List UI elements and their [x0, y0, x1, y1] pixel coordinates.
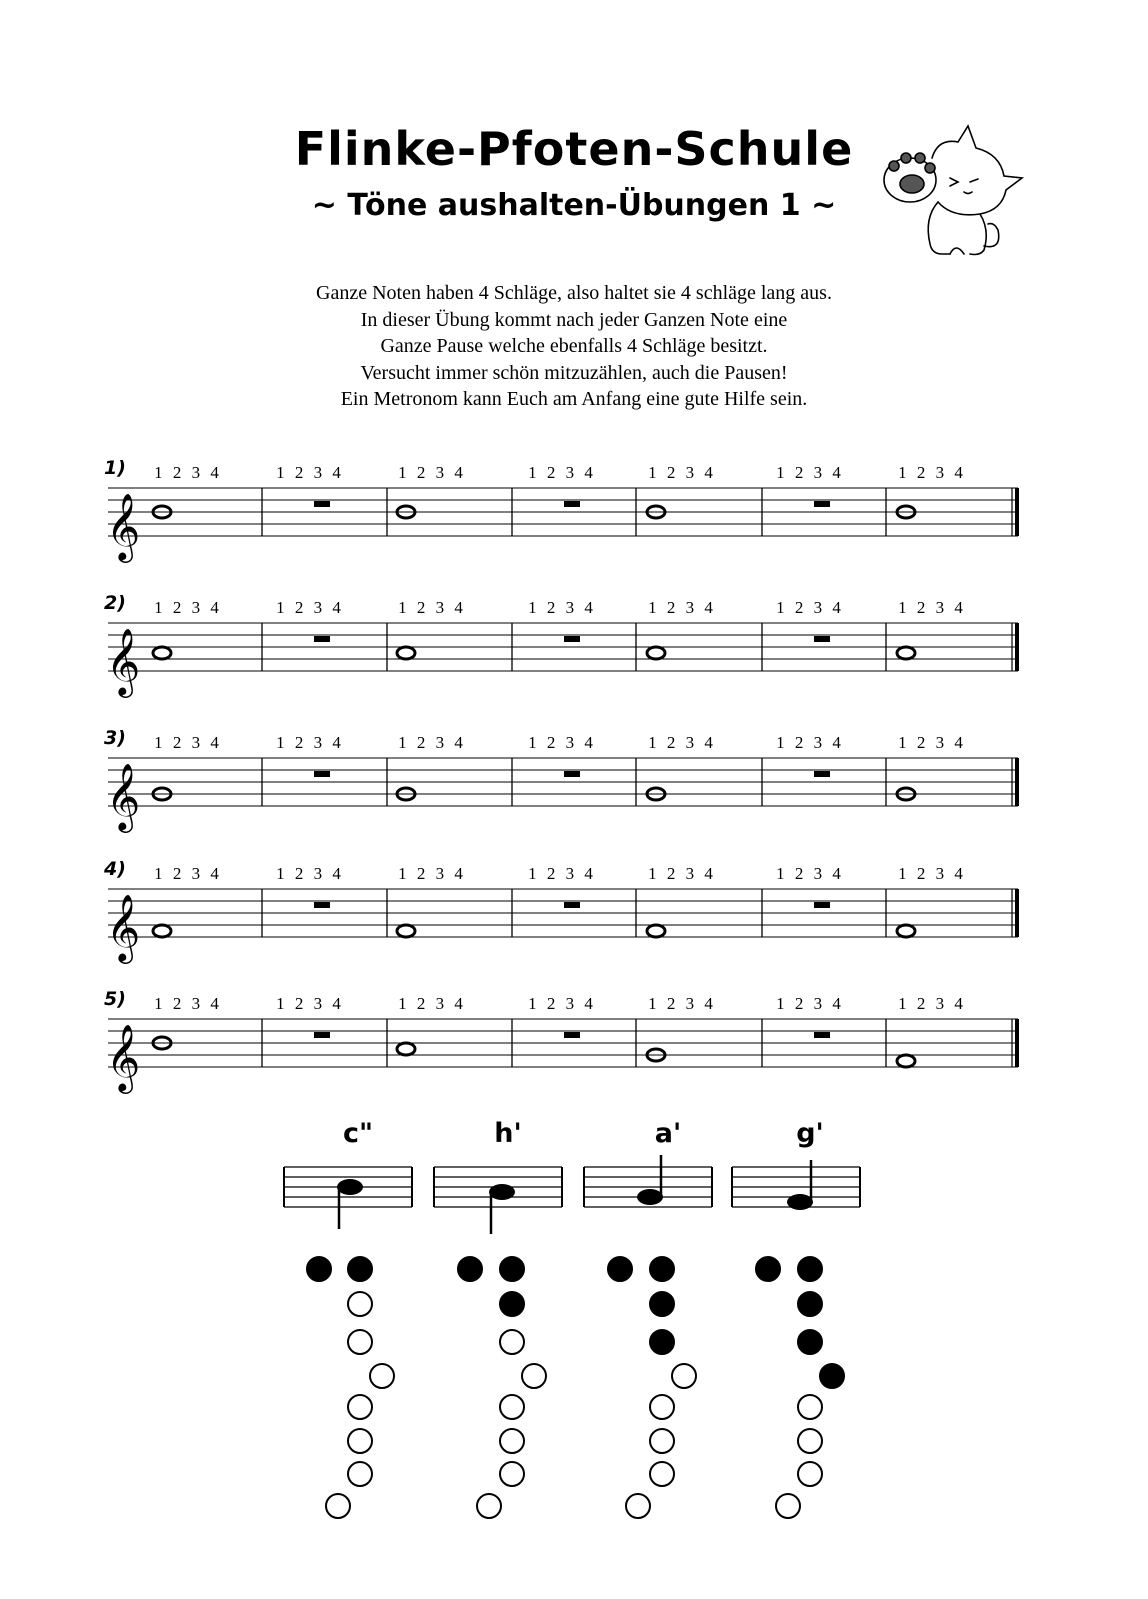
whole-rest — [564, 636, 580, 642]
quarter-note — [489, 1184, 515, 1200]
whole-note — [397, 1043, 415, 1055]
fingering-note-name: g' — [796, 1118, 824, 1149]
fingering-note-name: h' — [494, 1118, 522, 1149]
treble-clef-icon: 𝄞 — [106, 893, 141, 961]
fingering-chart — [584, 1118, 712, 1518]
exercise-staff — [104, 592, 1019, 698]
whole-note — [897, 647, 915, 659]
page-title: Flinke-Pfoten-Schule — [294, 122, 854, 176]
final-barline — [1015, 488, 1019, 536]
page-subtitle: ~ Töne aushalten-Übungen 1 ~ — [311, 188, 837, 223]
beat-count: 1 2 3 4 — [648, 864, 716, 883]
exercise-staff — [103, 858, 1019, 964]
open-hole — [650, 1395, 674, 1419]
closed-hole — [756, 1257, 780, 1281]
whole-note — [153, 925, 171, 937]
whole-rest — [564, 902, 580, 908]
open-hole — [348, 1429, 372, 1453]
exercise-number: 1) — [104, 457, 126, 479]
open-hole — [650, 1462, 674, 1486]
closed-hole — [458, 1257, 482, 1281]
whole-rest — [314, 636, 330, 642]
beat-count: 1 2 3 4 — [154, 598, 222, 617]
whole-rest — [814, 1032, 830, 1038]
beat-count: 1 2 3 4 — [898, 994, 966, 1013]
beat-count: 1 2 3 4 — [528, 598, 596, 617]
open-hole — [776, 1494, 800, 1518]
whole-note — [897, 925, 915, 937]
final-barline — [1015, 623, 1019, 671]
beat-count: 1 2 3 4 — [648, 598, 716, 617]
exercise-staff — [104, 457, 1019, 563]
beat-count: 1 2 3 4 — [154, 733, 222, 752]
beat-count: 1 2 3 4 — [776, 463, 844, 482]
open-hole — [348, 1292, 372, 1316]
open-hole — [370, 1364, 394, 1388]
treble-clef-icon: 𝄞 — [106, 492, 141, 560]
open-hole — [348, 1462, 372, 1486]
open-hole — [348, 1330, 372, 1354]
treble-clef-icon: 𝄞 — [106, 627, 141, 695]
open-hole — [326, 1494, 350, 1518]
open-hole — [500, 1395, 524, 1419]
open-hole — [626, 1494, 650, 1518]
open-hole — [798, 1395, 822, 1419]
whole-rest — [814, 636, 830, 642]
whole-note — [647, 925, 665, 937]
beat-count: 1 2 3 4 — [276, 733, 344, 752]
final-barline — [1015, 758, 1019, 806]
treble-clef-icon: 𝄞 — [106, 1023, 141, 1091]
beat-count: 1 2 3 4 — [528, 864, 596, 883]
whole-note — [397, 647, 415, 659]
exercise-number: 4) — [104, 858, 126, 880]
intro-line: Ein Metronom kann Euch am Anfang eine gute Hilfe sein. — [340, 388, 808, 410]
beat-count: 1 2 3 4 — [154, 463, 222, 482]
fingering-note-name: a' — [654, 1118, 682, 1149]
closed-hole — [798, 1257, 822, 1281]
treble-clef-icon: 𝄞 — [106, 762, 141, 830]
beat-count: 1 2 3 4 — [898, 733, 966, 752]
whole-rest — [814, 902, 830, 908]
beat-count: 1 2 3 4 — [898, 598, 966, 617]
closed-hole — [798, 1330, 822, 1354]
beat-count: 1 2 3 4 — [776, 994, 844, 1013]
beat-count: 1 2 3 4 — [528, 463, 596, 482]
beat-count: 1 2 3 4 — [154, 864, 222, 883]
beat-count: 1 2 3 4 — [276, 994, 344, 1013]
closed-hole — [650, 1292, 674, 1316]
whole-rest — [564, 1032, 580, 1038]
beat-count: 1 2 3 4 — [898, 864, 966, 883]
closed-hole — [348, 1257, 372, 1281]
exercise-number: 5) — [104, 988, 126, 1010]
whole-rest — [814, 501, 830, 507]
quarter-note — [337, 1179, 363, 1195]
fingering-chart — [284, 1118, 412, 1518]
open-hole — [522, 1364, 546, 1388]
beat-count: 1 2 3 4 — [528, 994, 596, 1013]
fingering-chart — [732, 1118, 860, 1518]
whole-rest — [314, 771, 330, 777]
beat-count: 1 2 3 4 — [276, 864, 344, 883]
beat-count: 1 2 3 4 — [898, 463, 966, 482]
beat-count: 1 2 3 4 — [648, 994, 716, 1013]
closed-hole — [650, 1257, 674, 1281]
open-hole — [500, 1462, 524, 1486]
beat-count: 1 2 3 4 — [776, 733, 844, 752]
beat-count: 1 2 3 4 — [648, 463, 716, 482]
beat-count: 1 2 3 4 — [276, 598, 344, 617]
closed-hole — [500, 1257, 524, 1281]
open-hole — [672, 1364, 696, 1388]
whole-rest — [564, 501, 580, 507]
beat-count: 1 2 3 4 — [276, 463, 344, 482]
whole-note — [647, 647, 665, 659]
closed-hole — [650, 1330, 674, 1354]
exercise-number: 3) — [104, 727, 126, 749]
closed-hole — [608, 1257, 632, 1281]
open-hole — [650, 1429, 674, 1453]
intro-line: Ganze Noten haben 4 Schläge, also haltet sie 4 schläge lang aus. — [316, 282, 832, 304]
quarter-note — [787, 1194, 813, 1210]
whole-rest — [564, 771, 580, 777]
open-hole — [798, 1462, 822, 1486]
intro-line: Versucht immer schön mitzuzählen, auch die Pausen! — [360, 361, 788, 384]
whole-rest — [314, 1032, 330, 1038]
exercise-staff — [104, 988, 1019, 1094]
whole-rest — [314, 501, 330, 507]
open-hole — [477, 1494, 501, 1518]
closed-hole — [820, 1364, 844, 1388]
open-hole — [500, 1429, 524, 1453]
beat-count: 1 2 3 4 — [398, 463, 466, 482]
fingering-note-name: c" — [342, 1118, 374, 1149]
beat-count: 1 2 3 4 — [648, 733, 716, 752]
whole-rest — [814, 771, 830, 777]
beat-count: 1 2 3 4 — [776, 598, 844, 617]
closed-hole — [500, 1292, 524, 1316]
exercise-number: 2) — [104, 592, 126, 614]
beat-count: 1 2 3 4 — [528, 733, 596, 752]
beat-count: 1 2 3 4 — [398, 994, 466, 1013]
beat-count: 1 2 3 4 — [398, 598, 466, 617]
whole-note — [397, 925, 415, 937]
intro-line: Ganze Pause welche ebenfalls 4 Schläge besitzt. — [380, 335, 768, 357]
final-barline — [1015, 889, 1019, 937]
closed-hole — [798, 1292, 822, 1316]
beat-count: 1 2 3 4 — [398, 733, 466, 752]
open-hole — [798, 1429, 822, 1453]
beat-count: 1 2 3 4 — [398, 864, 466, 883]
intro-line: In dieser Übung kommt nach jeder Ganzen Note eine — [360, 308, 788, 331]
quarter-note — [637, 1189, 663, 1205]
final-barline — [1015, 1019, 1019, 1067]
beat-count: 1 2 3 4 — [776, 864, 844, 883]
whole-rest — [314, 902, 330, 908]
fingering-chart — [434, 1118, 562, 1518]
closed-hole — [307, 1257, 331, 1281]
whole-note — [153, 647, 171, 659]
open-hole — [500, 1330, 524, 1354]
open-hole — [348, 1395, 372, 1419]
whole-note — [897, 1055, 915, 1067]
beat-count: 1 2 3 4 — [154, 994, 222, 1013]
exercise-staff — [104, 727, 1019, 833]
